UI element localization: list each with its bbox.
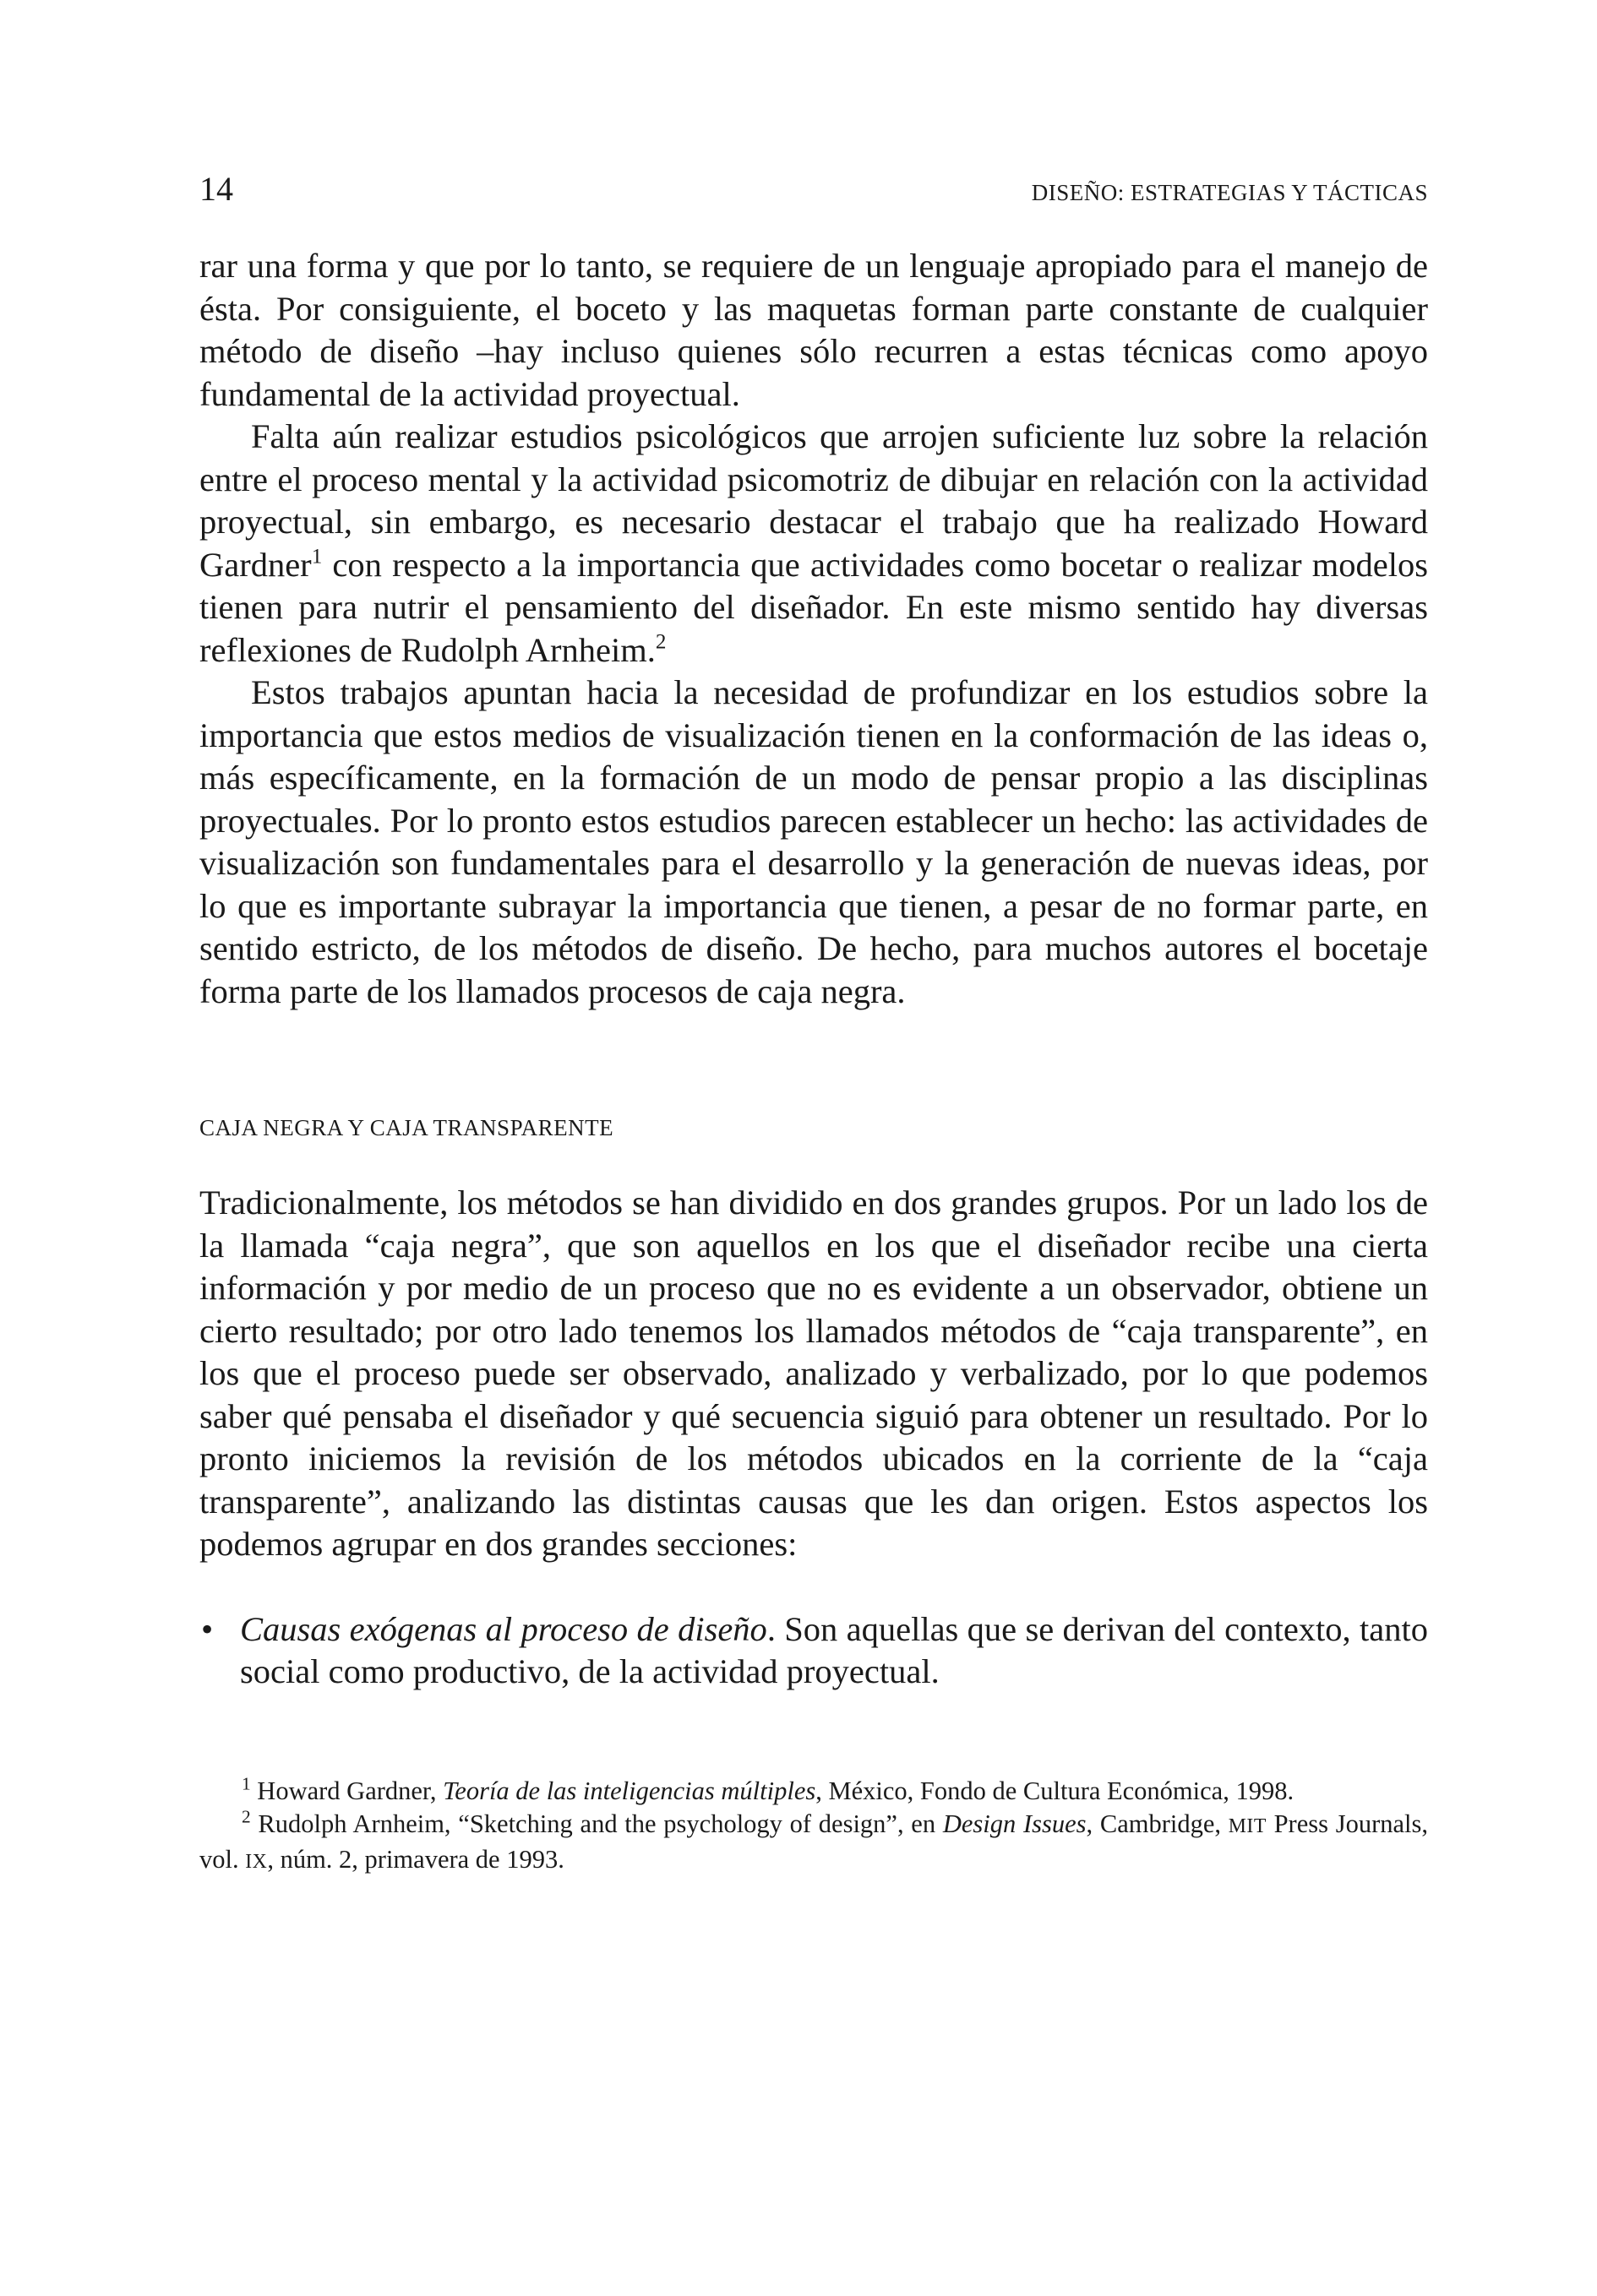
paragraph-gardner-text-b: con respecto a la importancia que actividades como bocetar o realizar modelos tienen para nutrir el pensamiento del diseñador. En este mismo sentido hay diversas reflexiones de Rudolph Arnheim. [199,545,1428,669]
footnote-number: 2 [242,1805,251,1826]
footnote-ref-1: 1 [311,544,323,568]
footnotes [199,1772,1428,1879]
paragraph-continued: rar una forma y que por lo tanto, se requiere de un lenguaje apropiado para el manejo de ésta. Por consiguiente, el boceto y las maquetas forman parte constante de cualquier método de diseño –hay incluso quienes sólo recurren a estas técnicas como apoyo fundamental de la actividad proyectual. [199,247,1428,413]
bullet-list [199,1608,1428,1694]
paragraph-gardner [199,416,1428,672]
footnote-1 [199,1772,1428,1808]
bullet-icon: • [201,1609,214,1648]
footnote-number: 1 [242,1772,251,1793]
section-heading: CAJA NEGRA Y CAJA TRANSPARENTE [199,1115,614,1140]
footnote-rest: Press Journals, vol. [199,1809,1428,1874]
footnote-title: Teoría de las inteligencias múltiples [443,1776,816,1805]
footnote-author: Rudolph Arnheim, “Sketching and the psychology of design”, en [250,1809,943,1838]
bullet-term: Causas exógenas al proceso de diseño [240,1609,767,1648]
footnote-2 [199,1805,1428,1879]
list-item [199,1608,1428,1694]
footnote-volume: IX [245,1850,268,1873]
book-page [199,169,1428,1879]
footnote-rest: , núm. 2, primavera de 1993. [267,1844,564,1874]
page-number: 14 [199,170,233,208]
footnote-ref-2: 2 [655,629,667,653]
footnote-publisher: MIT [1228,1814,1267,1837]
section-paragraph: Tradicionalmente, los métodos se han dividido en dos grandes grupos. Por un lado los de la llamada “caja negra”, que son aquellos en los que el diseñador recibe una cierta información y por medio de un proceso que no es evidente a un observador, obtiene un cierto resultado; por otro lado tenemos los llamados métodos de “caja transparente”, en los que el proceso puede ser observado, analizado y verbalizado, por lo que podemos saber qué pensaba el diseñador y qué secuencia siguió para obtener un resultado. Por lo pronto iniciemos la revisión de los métodos ubicados en la corriente de la “caja transparente”, analizando las distintas causas que les dan origen. Estos aspectos los podemos agrupar en dos grandes secciones: [199,1183,1428,1563]
section-text [199,1182,1428,1566]
footnote-title: Design Issues [942,1809,1087,1838]
running-title: DISEÑO: ESTRATEGIAS Y TÁCTICAS [1031,180,1428,205]
footnote-rest: , Cambridge, [1086,1809,1229,1838]
paragraph-visualization: Estos trabajos apuntan hacia la necesidad de profundizar en los estudios sobre la importancia que estos medios de visualización tienen en la conformación de las ideas o, más específicamente, en la formación de un modo de pensar propio a las disciplinas proyectuales. Por lo pronto estos estudios parecen establecer un hecho: las actividades de visualización son fundamentales para el desarrollo y la generación de nuevas ideas, por lo que es importante subrayar la importancia que tienen, a pesar de no formar parte, en sentido estricto, de los métodos de diseño. De hecho, para muchos autores el bocetaje forma parte de los llamados procesos de caja negra. [199,673,1428,1010]
footnote-rest: , México, Fondo de Cultura Económica, 1998. [815,1776,1294,1805]
body-text [199,245,1428,1013]
bullet-text: . Son aquellas que se derivan del contexto, tanto social como productivo, de la actividad proyectual. [240,1609,1428,1690]
footnote-author: Howard Gardner, [250,1776,444,1805]
running-head [199,169,1428,220]
paragraph-gardner-text-a: Falta aún realizar estudios psicológicos que arrojen suficiente luz sobre la relación entre el proceso mental y la actividad psicomotriz de dibujar en relación con la actividad proyectual, sin embargo, es necesario destacar el trabajo que ha realizado Howard Gardner [199,417,1428,584]
